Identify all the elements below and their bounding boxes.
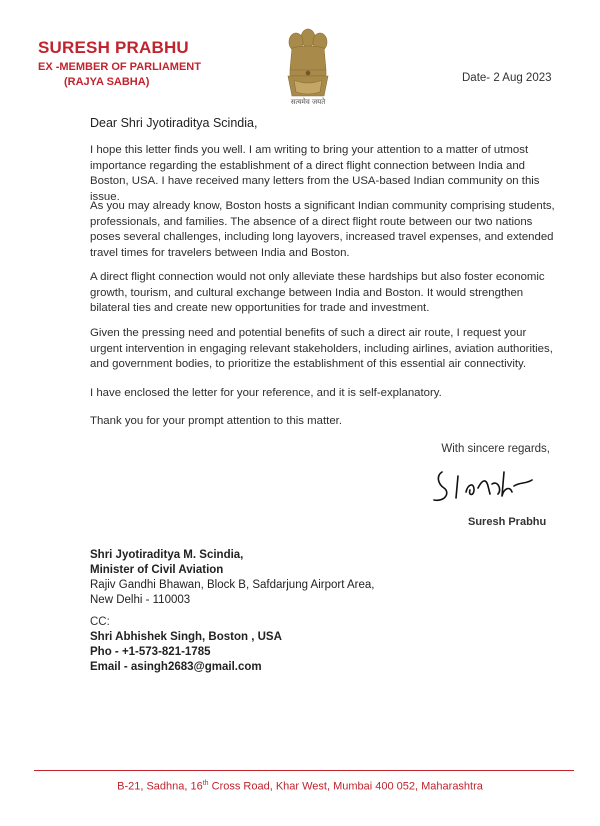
body-paragraph-1: I hope this letter finds you well. I am writing to bring your attention to a matter of utmost importance regarding the establishment of a direct flight connection between India and Boston, USA. I have received many letters from the USA-based Indian community on this issue. [90, 144, 540, 203]
footer-address-sup: th [202, 780, 209, 787]
body-paragraph-6: Thank you for your prompt attention to this matter. [90, 415, 342, 427]
cc-email: Email - asingh2683@gmail.com [90, 661, 262, 673]
emblem-motto: सत्यमेव जयते [290, 98, 326, 106]
signer-name: Suresh Prabhu [468, 516, 547, 528]
recipient-address-line2: New Delhi - 110003 [90, 594, 191, 606]
recipient-designation: Minister of Civil Aviation [90, 564, 224, 576]
body-paragraph-3: A direct flight connection would not only alleviate these hardships but also foster economic growth, tourism, and cultural exchange between India and Boston. It would strengthen bilateral ties and create new opportunities for trade and investment. [90, 271, 545, 315]
letterhead-title: EX -MEMBER OF PARLIAMENT [38, 61, 201, 73]
footer-address [0, 780, 600, 793]
body-paragraph-2: As you may already know, Boston hosts a significant Indian community comprising students, professionals, and families. The absence of a direct flight route between our two nations poses several challenges, including long layovers, increased travel expenses, and extended travel times for travelers between India and Boston. [90, 200, 555, 259]
letter-date: Date- 2 Aug 2023 [462, 72, 552, 84]
closing: With sincere regards, [441, 443, 550, 455]
recipient-name: Shri Jyotiraditya M. Scindia, [90, 549, 244, 561]
body-paragraph-5: I have enclosed the letter for your reference, and it is self-explanatory. [90, 387, 442, 399]
footer-address-pre: B-21, Sadhna, 16 [117, 780, 203, 793]
footer-address-post: Cross Road, Khar West, Mumbai 400 052, Maharashtra [208, 780, 483, 793]
national-emblem-icon [278, 24, 338, 108]
signature-icon [428, 462, 548, 506]
recipient-address-line1: Rajiv Gandhi Bhawan, Block B, Safdarjung Airport Area, [90, 579, 375, 591]
letterhead-name: SURESH PRABHU [38, 38, 189, 57]
cc-name: Shri Abhishek Singh, Boston , USA [90, 631, 282, 643]
cc-phone: Pho - +1-573-821-1785 [90, 646, 211, 658]
cc-label: CC: [90, 616, 110, 628]
salutation: Dear Shri Jyotiraditya Scindia, [90, 116, 258, 130]
footer-divider [34, 770, 574, 771]
body-paragraph-4: Given the pressing need and potential benefits of such a direct air route, I request your urgent intervention in engaging relevant stakeholders, including airlines, aviation authorities, and government bodies, to prioritize the establishment of this essential air connectivity. [90, 327, 553, 371]
letterhead-house: (RAJYA SABHA) [64, 76, 150, 88]
